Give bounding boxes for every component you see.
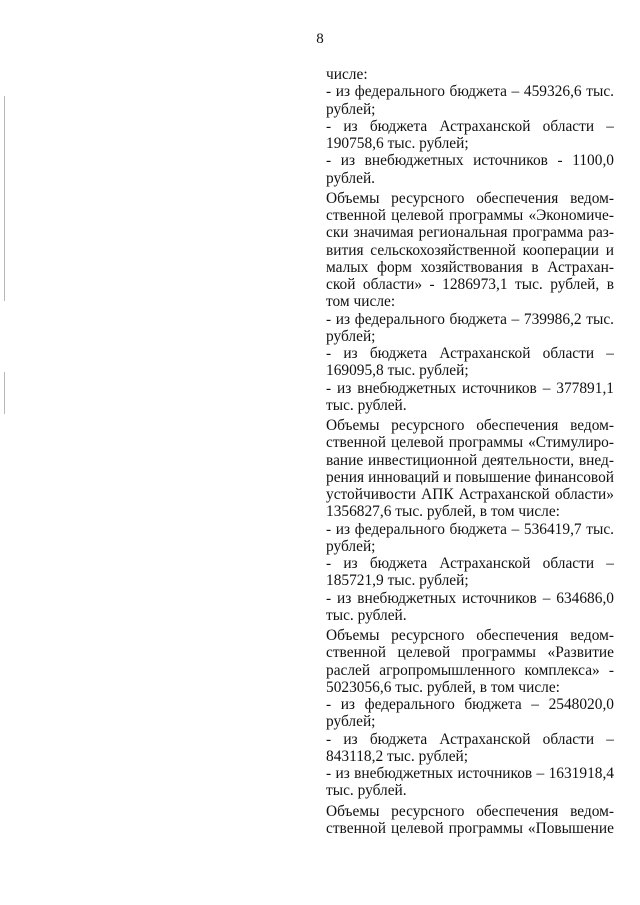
paragraph — [326, 190, 614, 414]
text-line: малых форм хозяйствования в Астрахан- — [326, 258, 614, 276]
text-line: ственной целевой программы «Повышение — [326, 819, 614, 837]
text-line: - из бюджета Астраханской области – — [326, 730, 614, 748]
left-margin-scan-mark — [4, 372, 5, 414]
text-line: рублей; — [326, 100, 376, 118]
text-line: Объемы ресурсного обеспечения ведом- — [326, 417, 614, 434]
paragraph — [326, 417, 614, 624]
paragraph — [326, 803, 614, 838]
text-line: - из федерального бюджета – 536419,7 тыс. — [326, 520, 614, 538]
text-line: - из внебюджетных источников – 377891,1 — [326, 379, 614, 397]
text-line: тыс. рублей. — [326, 782, 407, 800]
text-line: числе: — [326, 66, 368, 83]
text-line: - из внебюджетных источников – 1631918,4 — [326, 765, 614, 782]
text-line: вание инвестиционной деятельности, внед- — [326, 451, 614, 469]
text-line: ской области» - 1286973,1 тыс. рублей, в — [326, 276, 614, 293]
text-line: - из бюджета Астраханской области – — [326, 345, 614, 362]
text-line: - из бюджета Астраханской области – — [326, 117, 614, 135]
paragraph — [326, 66, 614, 187]
text-line: ственной целевой программы «Развитие — [326, 644, 614, 662]
text-line: - из федерального бюджета – 459326,6 тыс. — [326, 83, 614, 101]
text-line: рублей; — [326, 537, 376, 555]
text-line: тыс. рублей. — [326, 396, 407, 414]
text-line: ственной целевой программы «Экономиче- — [326, 207, 614, 224]
paragraph — [326, 627, 614, 800]
text-line: вития сельскохозяйственной кооперации и — [326, 241, 614, 259]
text-line: рублей; — [326, 713, 376, 731]
text-line: рублей; — [326, 327, 376, 345]
text-line: устойчивости АПК Астраханской области» — [326, 486, 614, 503]
text-line: - из бюджета Астраханской области – — [326, 555, 614, 572]
text-column — [326, 66, 614, 837]
text-line: рублей. — [326, 169, 376, 187]
text-line: 5023056,6 тыс. рублей, в том числе: — [326, 678, 560, 696]
text-line: 185721,9 тыс. рублей; — [326, 572, 469, 590]
text-line: Объемы ресурсного обеспечения ведом- — [326, 189, 614, 207]
text-line: ски значимая региональная программа раз- — [326, 224, 614, 242]
left-margin-scan-mark — [4, 96, 5, 301]
text-line: - из внебюджетных источников – 634686,0 — [326, 589, 614, 607]
text-line: раслей агропромышленного комплекса» - — [326, 661, 614, 679]
page-number: 8 — [316, 31, 324, 47]
text-line: том числе: — [326, 293, 396, 311]
text-line: 169095,8 тыс. рублей; — [326, 362, 469, 380]
text-line: - из внебюджетных источников - 1100,0 — [326, 152, 614, 170]
text-line: тыс. рублей. — [326, 606, 407, 624]
text-line: рения инноваций и повышение финансовой — [326, 468, 614, 486]
text-line: Объемы ресурсного обеспечения ведом- — [326, 627, 614, 644]
text-line: 190758,6 тыс. рублей; — [326, 135, 469, 152]
text-line: 1356827,6 тыс. рублей, в том числе: — [326, 503, 560, 521]
text-line: 843118,2 тыс. рублей; — [326, 747, 469, 765]
text-line: - из федерального бюджета – 739986,2 тыс. — [326, 310, 614, 328]
text-line: ственной целевой программы «Стимулиро- — [326, 434, 614, 452]
text-line: - из федерального бюджета – 2548020,0 — [326, 696, 614, 713]
text-line: Объемы ресурсного обеспечения ведом- — [326, 802, 614, 820]
